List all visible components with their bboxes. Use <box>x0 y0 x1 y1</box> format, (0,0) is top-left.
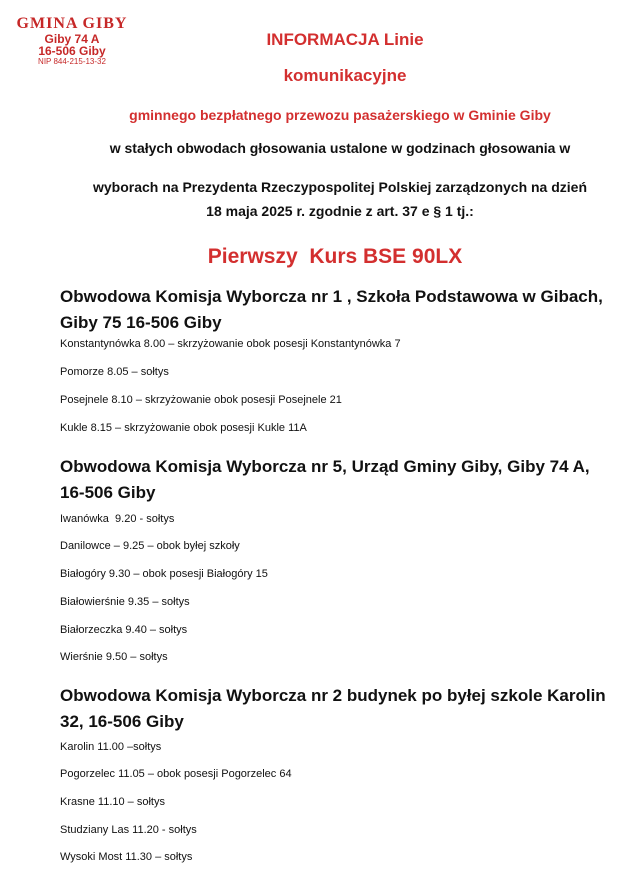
header-text-line2: wyborach na Prezydenta Rzeczypospolitej Polskiej zarządzonych na dzień <box>92 179 588 195</box>
municipality-stamp <box>8 16 136 66</box>
header-text-block <box>40 175 630 223</box>
stop-item: Kukle 8.15 – skrzyżowanie obok posesji Kukle 11A <box>60 422 307 434</box>
section-title-line2: 16-506 Giby <box>60 483 156 502</box>
stop-item: Pogorzelec 11.05 – obok posesji Pogorzelec 64 <box>60 768 292 780</box>
stop-item: Karolin 11.00 –sołtys <box>60 741 162 753</box>
stop-item: Krasne 11.10 – sołtys <box>60 796 165 808</box>
header-text-line1: w stałych obwodach głosowania ustalone w godzinach głosowania w <box>109 140 571 156</box>
header-title-line2: komunikacyjne <box>283 66 407 85</box>
section-title-line2: Giby 75 16-506 Giby <box>60 313 222 332</box>
section-title-line1: Obwodowa Komisja Wyborcza nr 2 budynek po byłej szkole Karolin <box>60 686 606 705</box>
stamp-name: GMINA GIBY <box>16 15 128 32</box>
stop-item: Białorzeczka 9.40 – sołtys <box>60 624 188 636</box>
stop-item: Wierśnie 9.50 – sołtys <box>60 651 168 663</box>
section-title <box>60 454 620 506</box>
stop-item: Studziany Las 11.20 - sołtys <box>60 824 197 836</box>
section-title-line2: 32, 16-506 Giby <box>60 712 184 731</box>
stamp-address-line1: Giby 74 A <box>44 31 100 46</box>
section-title-line1: Obwodowa Komisja Wyborcza nr 5, Urząd Gminy Giby, Giby 74 A, <box>60 457 590 476</box>
section-title-line1: Obwodowa Komisja Wyborcza nr 1 , Szkoła Podstawowa w Gibach, <box>60 287 603 306</box>
stop-item: Posejnele 8.10 – skrzyżowanie obok posesji Posejnele 21 <box>60 394 342 406</box>
section-title <box>60 683 620 735</box>
stop-item: Danilowce – 9.25 – obok byłej szkoły <box>60 540 240 552</box>
stop-item: Białowierśnie 9.35 – sołtys <box>60 596 190 608</box>
stop-item: Konstantynówka 8.00 – skrzyżowanie obok posesji Konstantynówka 7 <box>60 338 401 350</box>
header-subtitle: gminnego bezpłatnego przewozu pasażerskiego w Gminie Giby <box>129 107 551 123</box>
stop-item: Pomorze 8.05 – sołtys <box>60 366 169 378</box>
stop-item: Iwanówka 9.20 - sołtys <box>60 513 175 525</box>
header-text-line3: 18 maja 2025 r. zgodnie z art. 37 e § 1 tj.: <box>206 203 474 219</box>
stamp-nip: NIP 844-215-13-32 <box>38 56 106 66</box>
stop-item: Białogóry 9.30 – obok posesji Białogóry 15 <box>60 568 268 580</box>
stop-item: Wysoki Most 11.30 – sołtys <box>60 851 193 863</box>
kurs-title: Pierwszy Kurs BSE 90LX <box>207 245 463 268</box>
section-title <box>60 284 620 336</box>
header-title-line1: INFORMACJA Linie <box>266 30 424 49</box>
stamp-address-line2: 16-506 Giby <box>38 44 106 59</box>
